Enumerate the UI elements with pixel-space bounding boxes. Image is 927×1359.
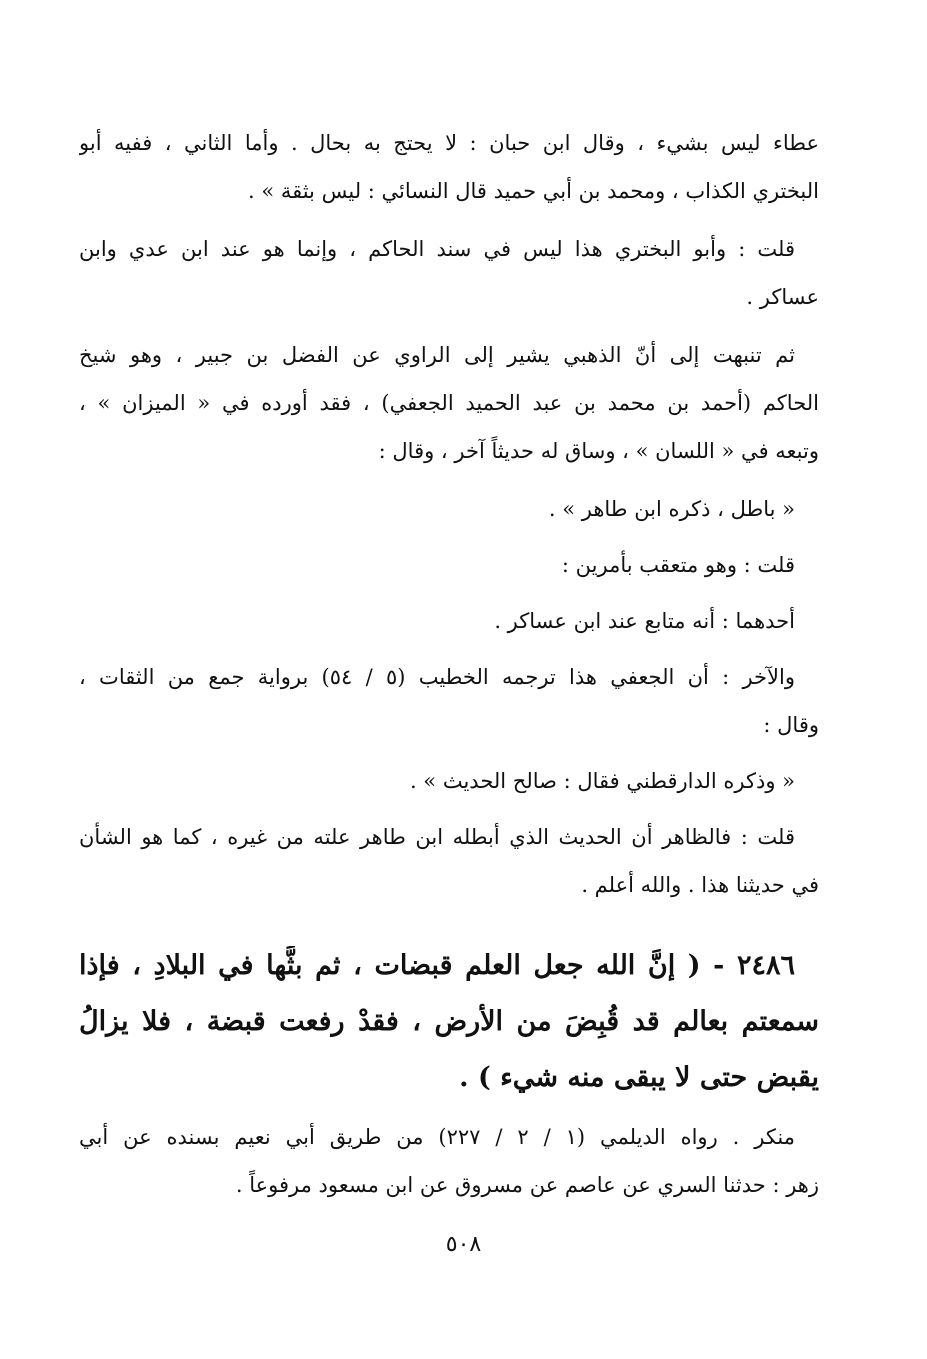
- text-line: قلت : فالظاهر أن الحديث الذي أبطله ابن طاهر علته من غيره ، كما هو الشأن: [79, 825, 795, 849]
- text-line: عطاء ليس بشيء ، وقال ابن حبان : لا يحتج به بحال . وأما الثاني ، ففيه أبو: [79, 131, 819, 155]
- quote-line: « باطل ، ذكره ابن طاهر » .: [548, 497, 795, 521]
- quote-line: « وذكره الدارقطني فقال : صالح الحديث » .: [409, 769, 795, 793]
- text-line: البختري الكذاب ، ومحمد بن أبي حميد قال النسائي : ليس بثقة » .: [247, 179, 819, 203]
- text-line: زهر : حدثنا السري عن عاصم عن مسروق عن ابن مسعود مرفوعاً .: [235, 1173, 819, 1197]
- text-line: عساكر .: [746, 285, 819, 309]
- hadith-heading-line: ٢٤٨٦ - ( إنَّ الله جعل العلم قبضات ، ثم بثَّها في البلادِ ، فإذا: [79, 950, 795, 981]
- text-line: قلت : وهو متعقب بأمرين :: [561, 553, 795, 577]
- text-line: في حديثنا هذا . والله أعلم .: [581, 873, 819, 897]
- text-line: وتبعه في « اللسان » ، وساق له حديثاً آخر ، وقال :: [378, 439, 819, 463]
- page-number: ٥٠٨: [445, 1232, 482, 1257]
- text-line: أحدهما : أنه متابع عند ابن عساكر .: [494, 609, 795, 633]
- hadith-heading-line: سمعتم بعالم قد قُبِضَ من الأرض ، فقدْ رفعت قبضة ، فلا يزالُ: [79, 1006, 819, 1037]
- text-line: وقال :: [763, 713, 819, 737]
- text-line: والآخر : أن الجعفي هذا ترجمه الخطيب (٥ / ٥٤) برواية جمع من الثقات ،: [79, 665, 795, 689]
- text-line: منكر . رواه الديلمي (١ / ٢ / ٢٢٧) من طريق أبي نعيم بسنده عن أبي: [79, 1125, 795, 1149]
- text-line: ثم تنبهت إلى أنّ الذهبي يشير إلى الراوي عن الفضل بن جبير ، وهو شيخ: [79, 343, 795, 367]
- hadith-heading-line: يقبض حتى لا يبقى منه شيء ) .: [459, 1062, 819, 1093]
- text-line: قلت : وأبو البختري هذا ليس في سند الحاكم ، وإنما هو عند ابن عدي وابن: [79, 237, 795, 261]
- text-line: الحاكم (أحمد بن محمد بن عبد الحميد الجعفي) ، فقد أورده في « الميزان » ،: [79, 391, 819, 415]
